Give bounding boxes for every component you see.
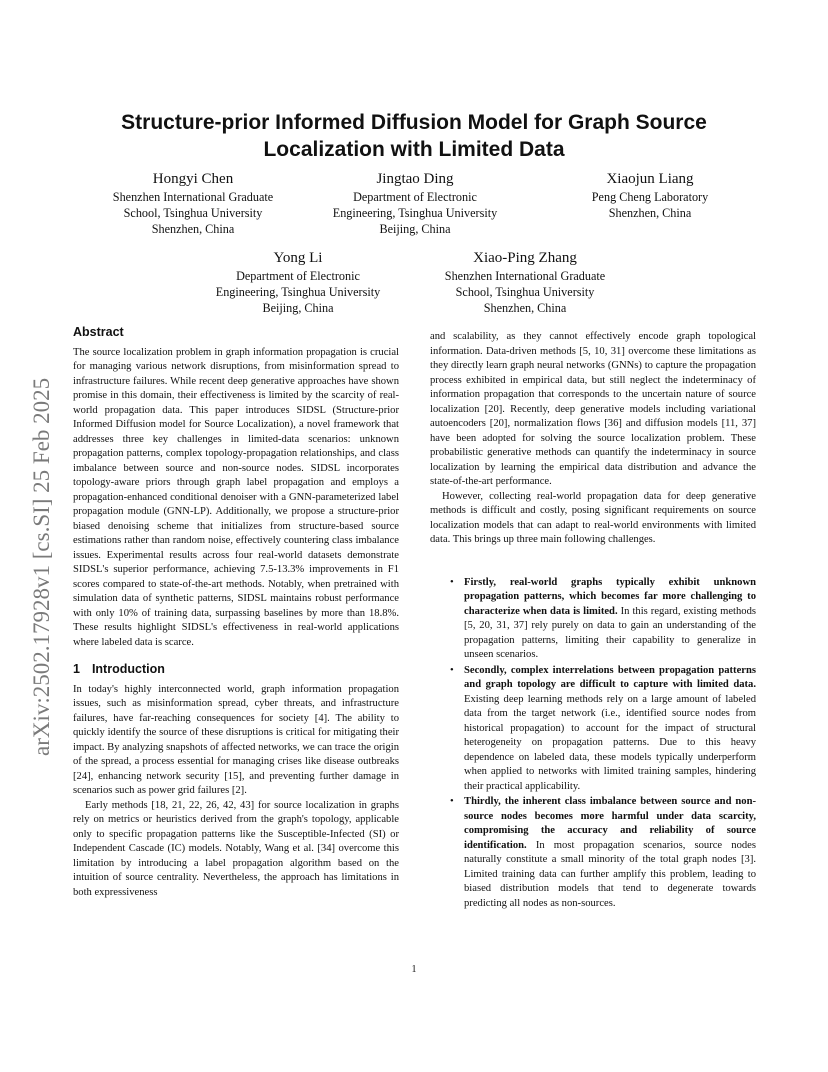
list-item (448, 795, 756, 911)
author-3 (552, 169, 748, 221)
abstract-text: The source localization problem in graph information propagation is crucial for managing various network disruptions, from misinformation spread to infrastructure failures. While recent deep generative approaches have shown promise in this domain, their effectiveness is limited by the scarcity of real-world propagation data. This paper introduces SIDSL (Structure-prior Informed Diffusion model for Source Localization), a novel framework that addresses three key challenges in limited-data scenarios: unknown propagation patterns, complex topology-propagation relationships, and class imbalance between source and non-source nodes. SIDSL incorporates topology-aware priors through graph label propagation and employs a propagation-enhanced conditional denoiser with a GNN-parameterized label propagation module (GNN-LP). Additionally, we propose a structure-prior biased denoising scheme that initializes from structure-based source estimations rather than random noise, effectively countering class imbalance issues. Experimental results across four real-world datasets demonstrate SIDSL's superior performance, achieving 7.5-13.3% improvements in F1 scores compared to state-of-the-art methods. Notably, when pretrained with simulation data of synthetic patterns, SIDSL maintains robust performance with only 10% of training data, surpassing baselines by more than 18.8%. These results highlight SIDSL's effectiveness in real-world applications where labeled data is scarce. (73, 346, 399, 648)
author-1 (95, 169, 291, 237)
challenge-bold: Secondly, complex interrelations between propagation patterns and graph topology are difficult to capture with limited data. (464, 664, 756, 690)
author-affiliation: Shenzhen International Graduate (444, 269, 606, 283)
author-affiliation: Department of Electronic (353, 190, 477, 204)
author-affiliation: School, Tsinghua University (123, 206, 263, 220)
author-affiliation: Engineering, Tsinghua University (332, 206, 498, 220)
author-5 (425, 248, 625, 316)
author-name: Xiaojun Liang (606, 171, 694, 187)
challenges-list (448, 576, 756, 912)
author-affiliation: Shenzhen International Graduate (112, 190, 274, 204)
intro-paragraph-2: Early methods [18, 21, 22, 26, 42, 43] for source localization in graphs rely on metrics or heuristics derived from the graph's topology, applicable only to specific propagation patterns like the Susceptible-Infected (SI) or Independent Cascade (IC) models. Notably, Wang et al. [34] overcome this limitation by introducing a label propagation algorithm based on the intuition of source centrality. Nevertheless, the approach has limitations in both expressiveness (73, 799, 399, 898)
introduction-heading (73, 662, 399, 677)
list-item (448, 664, 756, 795)
author-name: Yong Li (273, 250, 323, 266)
author-4 (200, 248, 396, 316)
right-paragraph-1: and scalability, as they cannot effectively encode graph topological information. Data-driven methods [5, 10, 31] overcome these limitations as they directly learn graph neural networks (GNNs) to capture the propagation process exhibited in empirical data, but still neglect the indeterminacy of information propagation that corresponds to the uncertain nature of source localization [20]. Recently, deep generative models including variational autoencoders [20], normalization flows [36] and diffusion models [11, 37] have been adopted for solving the source localization problem. These probabilistic generative methods can quantify the indeterminacy in source localization by learning the empirical data distribution and advance the state-of-the-art performance. (430, 331, 756, 487)
author-affiliation: School, Tsinghua University (455, 285, 595, 299)
section-number: 1 (73, 662, 80, 676)
arxiv-stamp (20, 280, 60, 760)
arxiv-stamp-text: arXiv:2502.17928v1 [cs.SI] 25 Feb 2025 (29, 377, 54, 756)
bullet-icon: • (450, 664, 454, 676)
author-affiliation: Shenzhen, China (151, 222, 235, 236)
author-name: Jingtao Ding (376, 171, 454, 187)
paper-title: Structure-prior Informed Diffusion Model for Graph Source Localization with Limited Data (121, 111, 707, 161)
author-affiliation: Beijing, China (262, 301, 334, 315)
section-title: Introduction (91, 662, 165, 676)
author-affiliation: Shenzhen, China (483, 301, 567, 315)
author-name: Xiao-Ping Zhang (473, 250, 577, 266)
author-affiliation: Engineering, Tsinghua University (215, 285, 381, 299)
challenge-text: In this regard, existing methods [5, 20, 31, 37] rely purely on data to gain an understanding of the propagation patterns, limiting their capability to generalize in unseen scenarios. (464, 605, 756, 660)
page-number: 1 (411, 964, 417, 975)
right-paragraph-2: However, collecting real-world propagation data for deep generative methods is difficult and costly, posing significant requirements on source localization models that can adapt to real-world environments with limited data. This brings up three main following challenges. (430, 490, 756, 545)
author-name: Hongyi Chen (152, 171, 234, 187)
challenge-text: Existing deep learning methods rely on a large amount of labeled data from the target network (i.e., identified source nodes from historical propagation) to account for the impact of structural heterogeneity on propagation patterns. Due to this heavy dependence on labeled data, these models typically underperform when applied to networks with limited training samples, hindering their practical applicability. (464, 693, 756, 792)
challenge-bold: Thirdly, the inherent class imbalance between source and non-source nodes becomes more harmful under data scarcity, compromising the accuracy and reliability of source identification. (464, 796, 756, 851)
author-2 (310, 169, 520, 237)
author-affiliation: Shenzhen, China (608, 206, 692, 220)
author-affiliation: Beijing, China (379, 222, 451, 236)
challenge-bold: Firstly, real-world graphs typically exhibit unknown propagation patterns, which becomes far more challenging to characterize when data is limited. (464, 576, 756, 617)
bullet-icon: • (450, 796, 454, 807)
author-affiliation: Peng Cheng Laboratory (591, 190, 709, 204)
abstract-heading: Abstract (73, 325, 124, 339)
challenge-text: In most propagation scenarios, source nodes naturally constitute a small minority of the total graph nodes [3]. Limited training data can further amplify this problem, leading to biased distribution models that tend to degenerate towards predicting all nodes as non-sources. (464, 839, 756, 909)
left-column (73, 325, 399, 900)
right-column (430, 330, 756, 912)
intro-paragraph-1: In today's highly interconnected world, graph information propagation issues, such as misinformation spread, cyber threats, and infrastructure failures, have far-reaching consequences for society [4]. The ability to quickly identify the source of these disruptions is critical for mitigating their impact. By analyzing snapshots of affected networks, we can trace the origin of the spread, a process essential for managing crises like disease outbreaks [24], enhancing network security [15], and preventing further damage in scenarios such as power grid failures [2]. (73, 683, 399, 796)
author-affiliation: Department of Electronic (236, 269, 360, 283)
bullet-icon: • (450, 576, 454, 588)
list-item (448, 576, 756, 663)
